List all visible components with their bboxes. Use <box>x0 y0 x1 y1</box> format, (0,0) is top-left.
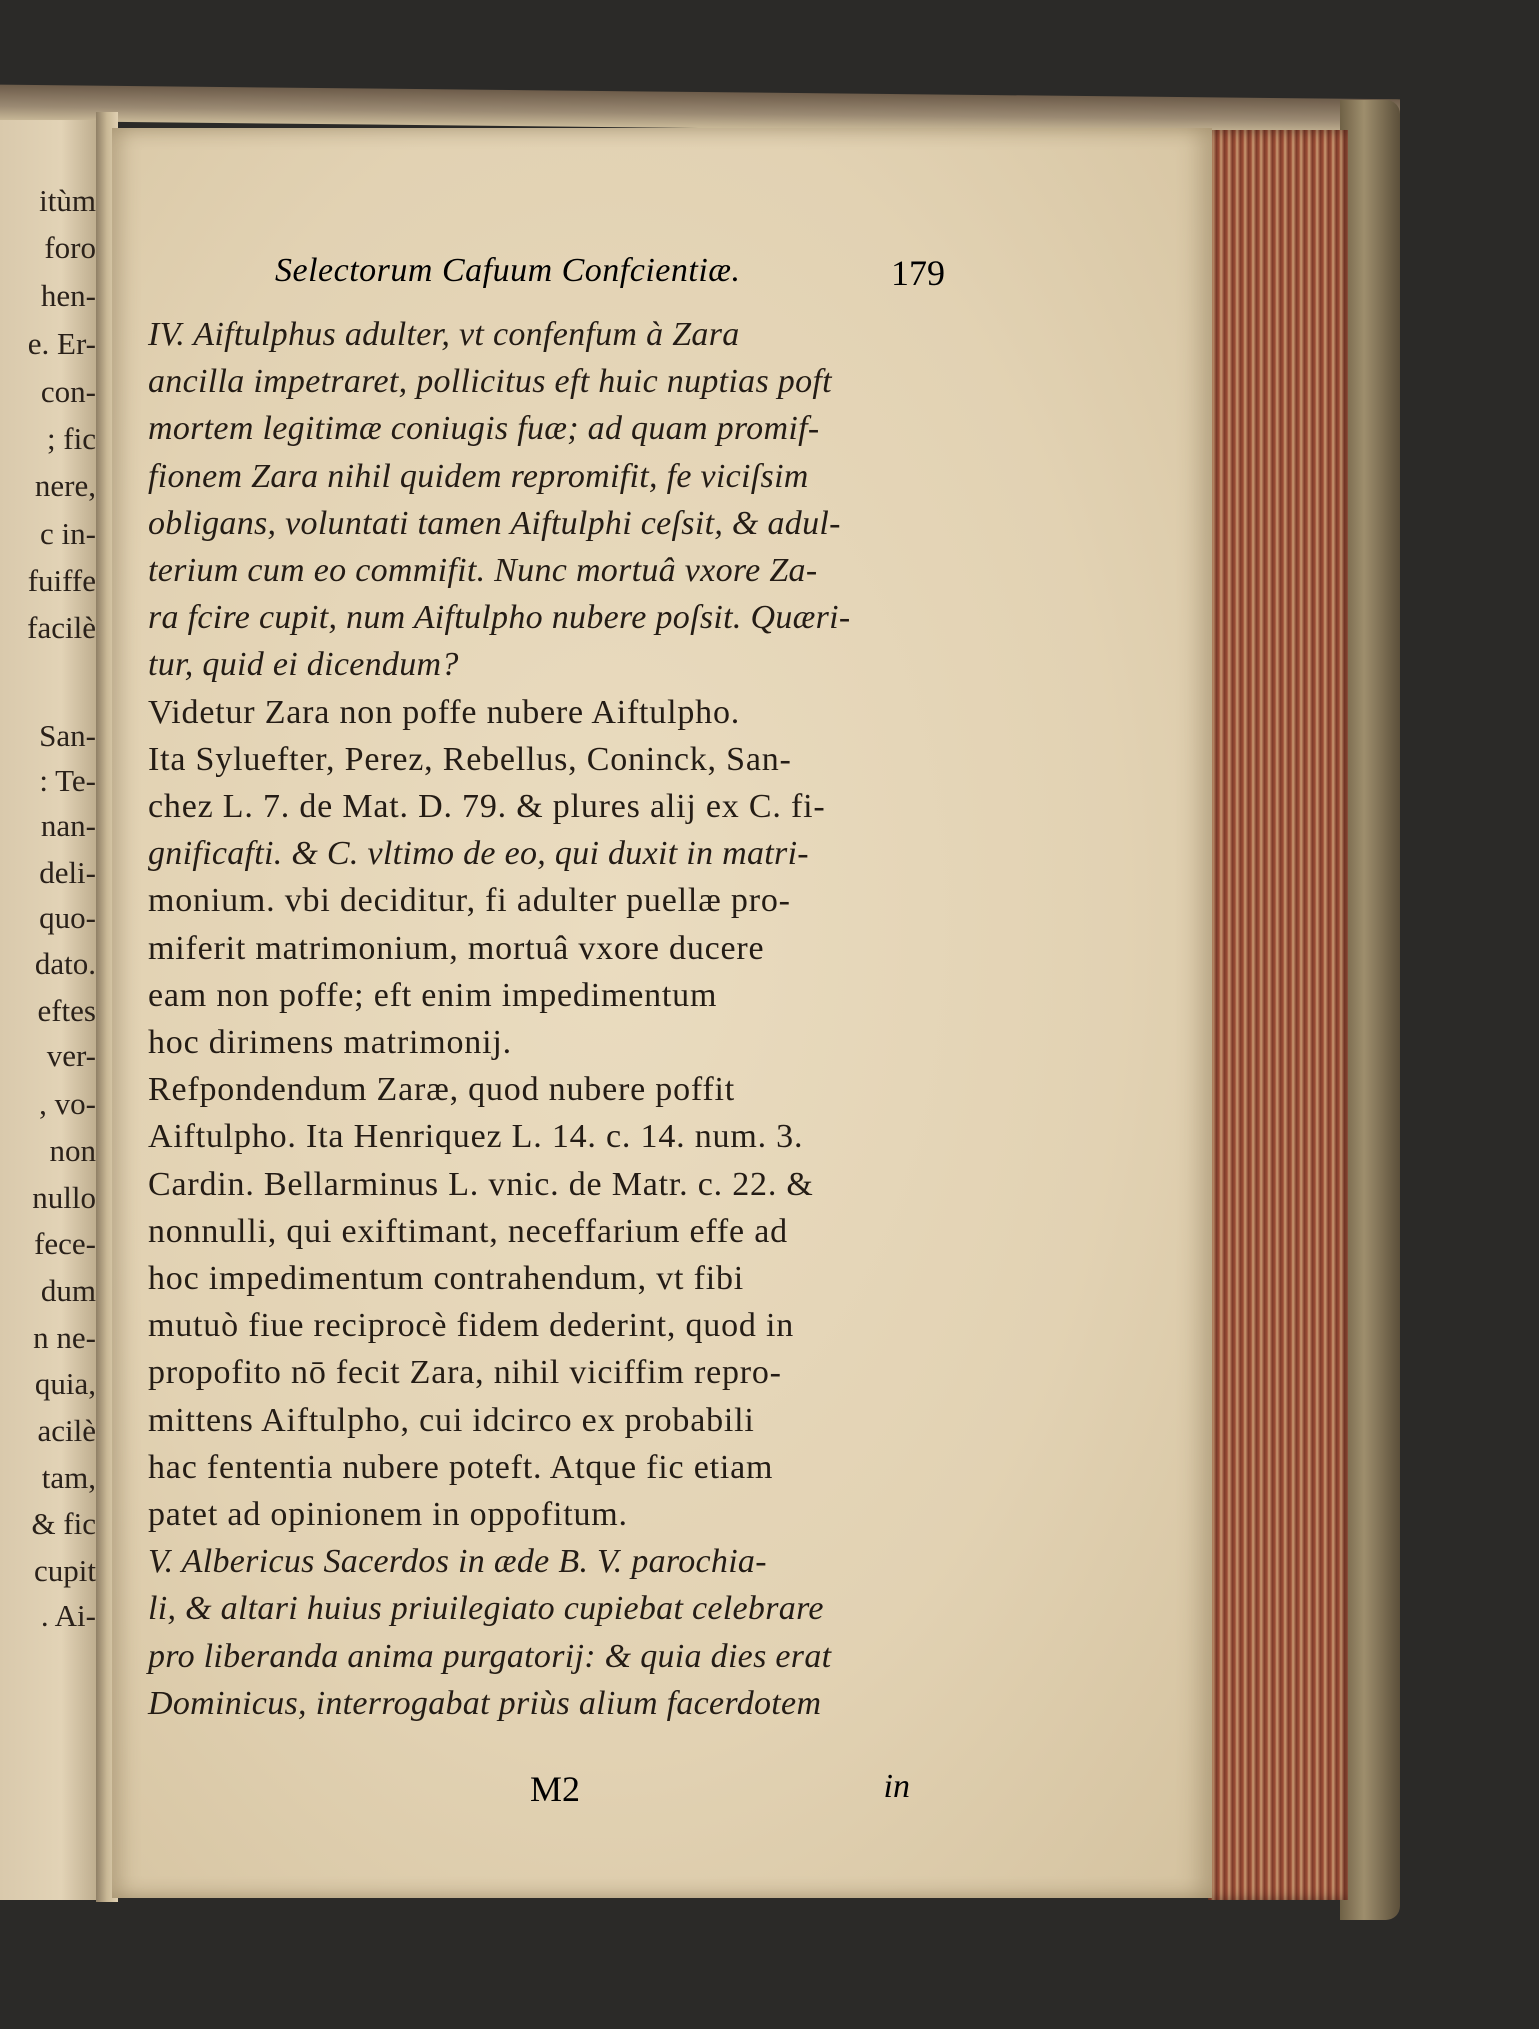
facing-page-left <box>0 120 102 1900</box>
facing-page-fragment: dato. <box>34 946 96 981</box>
book-cover-right-edge <box>1340 100 1400 1920</box>
facing-page-fragment: con- <box>40 374 96 409</box>
text-line: ra fcire cupit, num Aiftulpho nubere poſsit. Quæri- <box>148 599 851 637</box>
facing-page-fragment: cupit <box>34 1553 96 1588</box>
facing-page-fragment: fece- <box>34 1226 96 1261</box>
text-line: ancilla impetraret, pollicitus eft huic nuptias poft <box>148 363 832 401</box>
facing-page-fragment: : Te- <box>39 763 96 798</box>
facing-page-fragment: facilè <box>27 610 96 645</box>
facing-page-fragment: c in- <box>40 516 96 551</box>
text-line: tur, quid ei dicendum? <box>148 646 459 684</box>
facing-page-fragment: dum <box>40 1273 96 1308</box>
page-footer <box>530 1768 910 1812</box>
facing-page-fragment: ver- <box>46 1038 96 1073</box>
facing-page-fragment: quia, <box>34 1366 96 1401</box>
text-line: V. Albericus Sacerdos in æde B. V. parochia- <box>148 1543 767 1581</box>
text-line: hoc dirimens matrimonij. <box>148 1024 512 1061</box>
text-line: eam non poffe; eft enim impedimentum <box>148 976 718 1014</box>
facing-page-fragment: foro <box>44 230 96 265</box>
facing-page-fragment: e. Er- <box>27 326 96 361</box>
facing-page-fragment: San- <box>39 718 96 753</box>
text-line: patet ad opinionem in oppofitum. <box>148 1496 628 1533</box>
facing-page-fragment: nere, <box>34 468 96 503</box>
text-line: IV. Aiftulphus adulter, vt confenfum à Zara <box>148 316 740 353</box>
facing-page-fragment: eftes <box>37 993 96 1028</box>
text-line: mittens Aiftulpho, cui idcirco ex probabili <box>148 1401 755 1439</box>
text-line: terium cum eo commifit. Nunc mortuâ vxore Za- <box>148 552 818 589</box>
text-line: miferit matrimonium, mortuâ vxore ducere <box>148 929 765 967</box>
facing-page-fragment: . Ai- <box>40 1598 96 1633</box>
facing-page-fragment: tam, <box>41 1460 96 1495</box>
text-line: Videtur Zara non poffe nubere Aiftulpho. <box>148 693 741 731</box>
facing-page-fragment: quo- <box>39 900 96 935</box>
signature-mark: M2 <box>530 1769 581 1809</box>
text-line: chez L. 7. de Mat. D. 79. & plures alij ex C. fi- <box>148 788 826 825</box>
facing-page-fragment: acilè <box>37 1413 96 1448</box>
text-line: Refpondendum Zaræ, quod nubere poffit <box>148 1071 736 1109</box>
text-line: gnificafti. & C. vltimo de eo, qui duxit in matri- <box>148 835 809 873</box>
running-head: Selectorum Cafuum Confcientiæ. <box>275 252 741 289</box>
text-line: hac fententia nubere poteft. Atque fic etiam <box>148 1448 774 1486</box>
text-line: Aiftulpho. Ita Henriquez L. 14. c. 14. num. 3. <box>148 1118 804 1156</box>
facing-page-fragment: nullo <box>32 1180 96 1215</box>
facing-page-fragment: nan- <box>40 808 96 843</box>
facing-page-fragment: , vo- <box>39 1086 96 1121</box>
facing-page-fragment: n ne- <box>33 1320 96 1355</box>
facing-page-fragment: deli- <box>39 855 96 890</box>
text-line: pro liberanda anima purgatorij: & quia dies erat <box>148 1637 832 1675</box>
text-line: propofito nō fecit Zara, nihil viciffim repro- <box>148 1354 782 1392</box>
facing-page-fragment: & fic <box>31 1506 96 1541</box>
text-line: mutuò fiue reciprocè fidem dederint, quod in <box>148 1307 795 1345</box>
text-line: mortem legitimæ coniugis fuæ; ad quam promif- <box>148 410 820 448</box>
text-line: hoc impedimentum contrahendum, vt fibi <box>148 1260 744 1297</box>
facing-page-fragment: hen- <box>40 278 96 313</box>
page-number: 179 <box>891 253 945 293</box>
facing-page-fragment: fuiffe <box>27 563 96 598</box>
text-line: Cardin. Bellarminus L. vnic. de Matr. c. 22. & <box>148 1165 814 1203</box>
page-header <box>275 252 945 302</box>
text-line: fionem Zara nihil quidem repromifit, fe viciſsim <box>148 457 809 495</box>
text-line: Dominicus, interrogabat priùs alium facerdotem <box>148 1684 822 1722</box>
text-line: obligans, voluntati tamen Aiftulphi ceſsit, & adul- <box>148 504 841 542</box>
text-line: monium. vbi deciditur, fi adulter puellæ pro- <box>148 882 791 920</box>
text-line: nonnulli, qui exiftimant, neceffarium effe ad <box>148 1212 788 1250</box>
page-fore-edge <box>1208 130 1348 1900</box>
facing-page-fragment: itùm <box>39 183 96 218</box>
facing-page-fragment: non <box>49 1133 96 1168</box>
catchword: in <box>883 1768 910 1805</box>
text-line: li, & altari huius priuilegiato cupiebat celebrare <box>148 1590 824 1628</box>
text-line: Ita Syluefter, Perez, Rebellus, Coninck, San- <box>148 740 792 778</box>
facing-page-fragment: ; fic <box>46 421 96 456</box>
